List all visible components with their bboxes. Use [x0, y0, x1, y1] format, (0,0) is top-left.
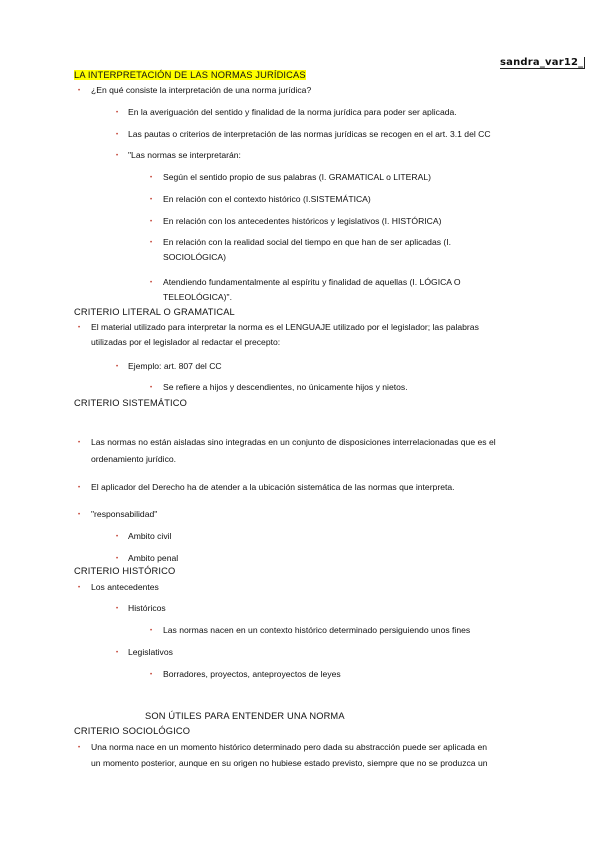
- bullet-icon: •: [150, 672, 153, 678]
- bullet-icon: •: [78, 325, 81, 331]
- sistematico-p2: El aplicador del Derecho ha de atender a la ubicación sistemática de las normas que interpreta.: [91, 482, 455, 492]
- criterion-2: En relación con el contexto histórico (I.SISTEMÁTICA): [163, 194, 371, 204]
- sistematico-p1: Las normas no están aisladas sino integradas en un conjunto de disposiciones interrelacionadas que es el: [91, 437, 496, 447]
- literal-p1: El material utilizado para interpretar la norma es el LENGUAJE utilizado por el legislador; las palabras: [91, 322, 479, 332]
- intro-item-1: En la averiguación del sentido y finalidad de la norma jurídica para poder ser aplicada.: [128, 107, 457, 117]
- sistematico-p1-cont: ordenamiento jurídico.: [91, 454, 177, 464]
- bullet-icon: •: [78, 88, 81, 94]
- criterion-3: En relación con los antecedentes históricos y legislativos (I. HISTÓRICA): [163, 216, 442, 226]
- bullet-icon: •: [78, 585, 81, 591]
- bullet-icon: •: [78, 512, 81, 518]
- bullet-icon: •: [78, 440, 81, 446]
- bullet-icon: •: [150, 280, 153, 286]
- criterion-5-cont: TELEOLÓGICA)".: [163, 292, 232, 302]
- heading-sistematico: CRITERIO SISTEMÁTICO: [74, 398, 188, 408]
- sociologico-p1: Una norma nace en un momento histórico determinado pero dada su abstracción puede ser aplicada en: [91, 742, 488, 752]
- intro-item-2: Las pautas o criterios de interpretación de las normas jurídicas se recogen en el art. 3.1 del CC: [128, 129, 491, 139]
- bullet-icon: •: [116, 153, 119, 159]
- bullet-icon: •: [116, 556, 119, 562]
- bullet-icon: •: [78, 745, 81, 751]
- sistematico-p3: "responsabilidad": [91, 509, 158, 519]
- sociologico-p1-cont: un momento posterior, aunque en su origen no hubiese estado previsto, siempre que no se produzca un: [91, 758, 488, 768]
- intro-question: ¿En qué consiste la interpretación de una norma jurídica?: [91, 85, 312, 95]
- historico-sub2-detail: Borradores, proyectos, anteproyectos de leyes: [163, 669, 341, 679]
- bullet-icon: •: [116, 110, 119, 116]
- bullet-icon: •: [150, 385, 153, 391]
- criterion-4-cont: SOCIOLÓGICA): [163, 252, 227, 262]
- historico-sub1: Históricos: [128, 603, 166, 613]
- heading-historico: CRITERIO HISTÓRICO: [74, 566, 176, 576]
- bullet-icon: •: [116, 650, 119, 656]
- bullet-icon: •: [78, 485, 81, 491]
- bullet-icon: •: [150, 219, 153, 225]
- criterion-4: En relación con la realidad social del tiempo en que han de ser aplicadas (I.: [163, 237, 452, 247]
- intro-item-3: "Las normas se interpretarán:: [128, 150, 241, 160]
- bullet-icon: •: [116, 534, 119, 540]
- watermark: sandra_var12_: [500, 57, 584, 68]
- heading-literal: CRITERIO LITERAL O GRAMATICAL: [74, 307, 235, 317]
- bullet-icon: •: [150, 240, 153, 246]
- sistematico-sub1: Ambito civil: [128, 531, 172, 541]
- page-title: LA INTERPRETACIÓN DE LAS NORMAS JURÍDICAS: [74, 70, 306, 80]
- historico-sub1-detail: Las normas nacen en un contexto histórico determinado persiguiendo unos fines: [163, 625, 471, 635]
- sistematico-sub2: Ambito penal: [128, 553, 179, 563]
- historico-summary: SON ÚTILES PARA ENTENDER UNA NORMA: [145, 711, 345, 721]
- bullet-icon: •: [116, 132, 119, 138]
- bullet-icon: •: [150, 175, 153, 181]
- bullet-icon: •: [116, 364, 119, 370]
- bullet-icon: •: [150, 197, 153, 203]
- bullet-icon: •: [150, 628, 153, 634]
- bullet-icon: •: [116, 606, 119, 612]
- historico-p1: Los antecedentes: [91, 582, 159, 592]
- literal-example: Ejemplo: art. 807 del CC: [128, 361, 222, 371]
- literal-p1-cont: utilizadas por el legislador al redactar el precepto:: [91, 337, 281, 347]
- criterion-5: Atendiendo fundamentalmente al espíritu y finalidad de aquellas (I. LÓGICA O: [163, 277, 461, 287]
- literal-example-detail: Se refiere a hijos y descendientes, no únicamente hijos y nietos.: [163, 382, 408, 392]
- historico-sub2: Legislativos: [128, 647, 173, 657]
- heading-sociologico: CRITERIO SOCIOLÓGICO: [74, 726, 191, 736]
- criterion-1: Según el sentido propio de sus palabras (I. GRAMATICAL o LITERAL): [163, 172, 431, 182]
